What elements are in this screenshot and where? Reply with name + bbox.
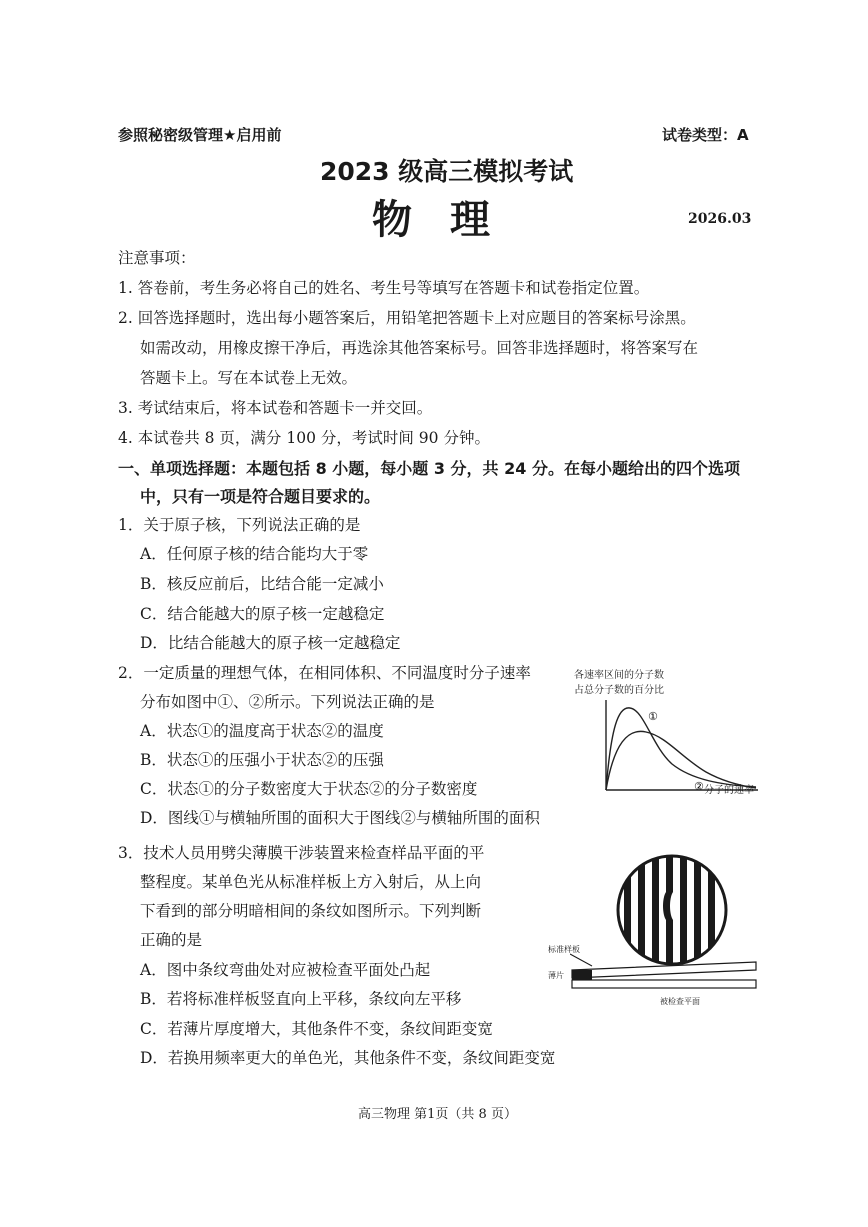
curve-1-label: ① [648,710,658,723]
q3-wedge-apparatus [570,948,758,1000]
subject-title: 物理 [372,197,528,243]
q1-option-d: D．比结合能越大的原子核一定越稳定 [140,634,401,652]
q3-option-d: D．若换用频率更大的单色光，其他条件不变，条纹间距变宽 [140,1049,556,1067]
confidentiality-label: 参照秘密级管理★启用前 [118,126,282,144]
q2-option-b: B．状态①的压强小于状态②的压强 [140,751,384,769]
q2-option-a: A．状态①的温度高于状态②的温度 [140,722,384,740]
note-item: 3. 考试结束后，将本试卷和答题卡一并交回。 [118,399,433,417]
question-3-stem-cont: 整程度。某单色光从标准样板上方入射后，从上向 [140,873,482,891]
question-2-stem: 2．一定质量的理想气体，在相同体积、不同温度时分子速率 [118,664,531,682]
label-standard-plate: 标准样板 [548,945,580,954]
question-1-stem: 1．关于原子核，下列说法正确的是 [118,516,361,534]
q1-option-a: A．任何原子核的结合能均大于零 [140,545,369,563]
q2-figure-ylabel-1: 各速率区间的分子数 [574,670,664,681]
question-3-stem-cont: 正确的是 [140,931,203,949]
note-item: 4. 本试卷共 8 页，满分 100 分，考试时间 90 分钟。 [118,429,490,447]
question-3-stem: 3．技术人员用劈尖薄膜干涉装置来检查样品平面的平 [118,844,485,862]
note-item: 1. 答卷前，考生务必将自己的姓名、考生号等填写在答题卡和试卷指定位置。 [118,279,650,297]
label-test-surface: 被检查平面 [660,997,700,1006]
q1-option-c: C．结合能越大的原子核一定越稳定 [140,605,385,623]
paper-type-label: 试卷类型：A [662,126,749,144]
note-item: 如需改动，用橡皮擦干净后，再选涂其他答案标号。回答非选择题时，将答案写在 [140,339,699,357]
test-surface-block [572,980,756,988]
standard-plate [572,962,756,978]
page-footer: 高三物理 第1页（共 8 页） [358,1107,517,1122]
thin-sheet [572,970,592,980]
curve-1 [606,708,756,790]
question-2-stem-cont: 分布如图中①、②所示。下列说法正确的是 [140,693,435,711]
exam-date: 2026.03 [688,211,752,227]
question-3-stem-cont: 下看到的部分明暗相间的条纹如图所示。下列判断 [140,902,482,920]
q2-option-c: C．状态①的分子数密度大于状态②的分子数密度 [140,780,478,798]
label-thin-sheet: 薄片 [548,971,564,980]
note-item: 答题卡上。写在本试卷上无效。 [140,369,358,387]
section-heading-cont: 中，只有一项是符合题目要求的。 [140,487,381,506]
exam-title: 2023 级高三模拟考试 [320,157,574,186]
q2-option-d: D．图线①与横轴所围的面积大于图线②与横轴所围的面积 [140,809,540,827]
notes-heading: 注意事项： [118,249,196,267]
q2-figure-xlabel: 分子的速率 [704,785,754,796]
q3-option-b: B．若将标准样板竖直向上平移，条纹向左平移 [140,990,462,1008]
plate-leader-line [570,954,592,966]
q1-option-b: B．核反应前后，比结合能一定减小 [140,575,384,593]
q3-option-a: A．图中条纹弯曲处对应被检查平面处凸起 [140,961,431,979]
q2-figure-ylabel-2: 占总分子数的百分比 [574,685,664,696]
note-item: 2. 回答选择题时，选出每小题答案后，用铅笔把答题卡上对应题目的答案标号涂黑。 [118,309,696,327]
curve-2-label: ② [694,780,704,793]
section-heading: 一、单项选择题：本题包括 8 小题，每小题 3 分，共 24 分。在每小题给出的四个选项 [118,459,740,478]
q3-option-c: C．若薄片厚度增大，其他条件不变，条纹间距变宽 [140,1020,493,1038]
